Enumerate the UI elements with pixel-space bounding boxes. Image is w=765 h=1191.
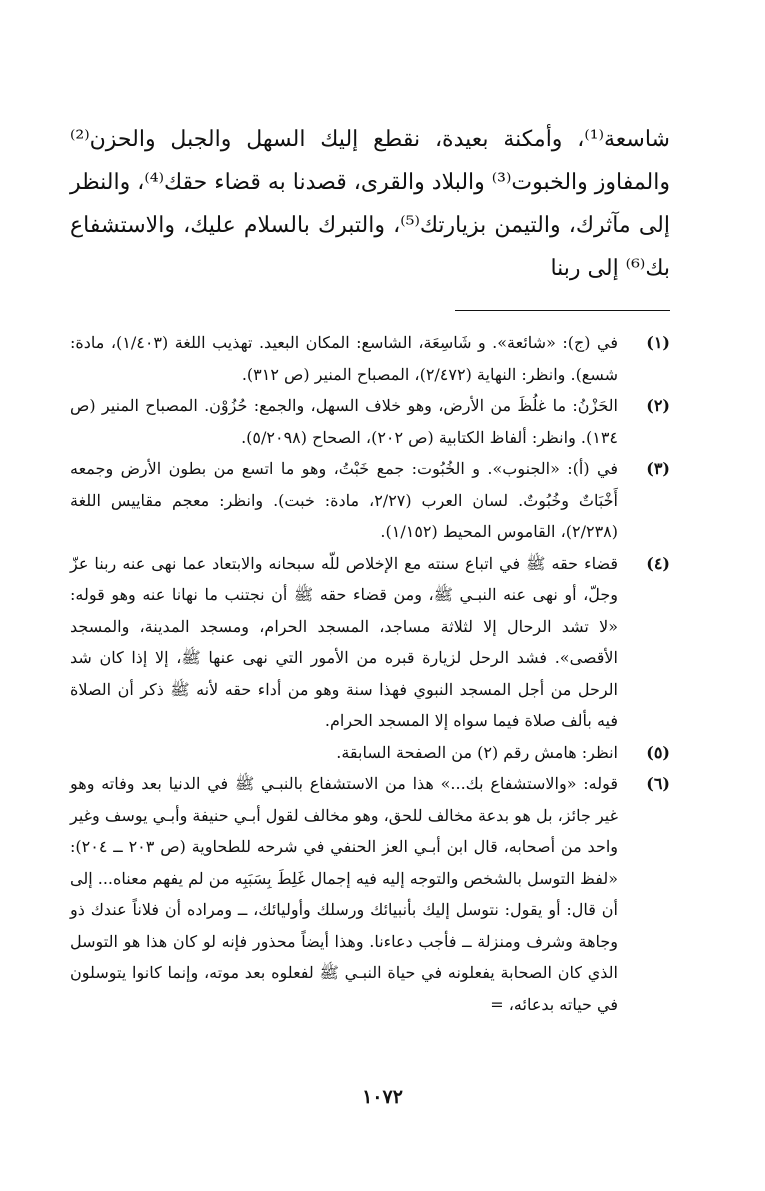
main-paragraph: شاسعة⁽¹⁾، وأمكنة بعيدة، نقطع إليك السهل والجبل والحزن⁽²⁾ والمفاوز والخبوت⁽³⁾ والبلاد والقرى، قصدنا به قضاء حقك⁽⁴⁾، والنظر إلى مآثرك، والتيمن بزيارتك⁽⁵⁾، والتبرك بالسلام عليك، والاستشفاع بك⁽⁶⁾ إلى ربنا bbox=[69, 127, 670, 281]
footnote-number: (٦) bbox=[646, 774, 670, 793]
footnote-number: (٢) bbox=[646, 396, 670, 415]
footnotes-list bbox=[70, 327, 670, 1020]
footnote-text: قوله: «والاستشفاع بك...» هذا من الاستشفاع بالنبـي ﷺ في الدنيا بعد وفاته وهو غير جائز، بل هو بدعة مخالف للحق، وهو مخالف لقول أبـي حنيفة وأبـي يوسف وغير واحد من أصحابه، قال ابن أبـي العز الحنفي في شرحه للطحاوية (ص ٢٠٣ ــ ٢٠٤): «لفظ التوسل بالشخص والتوجه إليه فيه إجمال غَلِطَ بِسَبَبِه من لم يفهم معناه... إلى أن قال: أو يقول: نتوسل إليك بأنبيائك ورسلك وأوليائك، ــ ومراده أن فلاناً عندك ذو وجاهة وشرف ومنزلة ــ فأجب دعاءنا. وهذا أيضاً محذور فإنه لو كان هذا هو التوسل الذي كان الصحابة يفعلونه في حياة النبـي ﷺ لفعلوه بعد موته، وإنما كانوا يتوسلون في حياته بدعائه، = bbox=[70, 774, 619, 1014]
footnote-2 bbox=[70, 390, 670, 453]
footnote-text: قضاء حقه ﷺ في اتباع سنته مع الإخلاص للّه سبحانه والابتعاد عما نهى عنه ربنا عزّ وجلّ، أو نهى عنه النبـي ﷺ، ومن قضاء حقه ﷺ أن نجتنب ما نهانا عنه وهو قوله: «لا تشد الرحال إلا لثلاثة مساجد، المسجد الحرام، ومسجد المدينة، والمسجد الأقصى». فشد الرحل لزيارة قبره من الأمور التي نهى عنها ﷺ، إلا إذا كان شد الرحل من أجل المسجد النبوي فهذا سنة وهو من أداء حقه لأنه ﷺ ذكر أن الصلاة فيه بألف صلاة فيما سواه إلا المسجد الحرام. bbox=[70, 553, 618, 730]
footnote-separator bbox=[455, 310, 670, 311]
page-number: ١٠٧٢ bbox=[362, 1086, 403, 1108]
main-text-block bbox=[70, 118, 670, 290]
footnote-text: في (ج): «شائعة». و شَاسِعَة، الشاسع: المكان البعيد. تهذيب اللغة (١/٤٠٣)، مادة: شسع). وانظر: النهاية (٢/٤٧٢)، المصباح المنير (ص ٣١٢). bbox=[70, 333, 619, 384]
footnote-number: (٣) bbox=[646, 459, 670, 478]
footnote-text: انظر: هامش رقم (٢) من الصفحة السابقة. bbox=[336, 742, 618, 762]
footnote-number: (٥) bbox=[646, 742, 670, 762]
footnote-text: الحَزْنُ: ما غلُظَ من الأرض، وهو خلاف السهل، والجمع: حُزُوْن. المصباح المنير (ص ١٣٤). وانظر: ألفاظ الكتابية (ص ٢٠٢)، الصحاح (٥/٢٠٩٨). bbox=[70, 396, 618, 447]
footnote-number: (١) bbox=[646, 333, 670, 352]
footnote-5 bbox=[70, 737, 670, 769]
footnote-3 bbox=[70, 453, 670, 548]
footnote-text: في (أ): «الجنوب». و الخُبُوت: جمع خَبْتُ، وهو ما اتسع من بطون الأرض وجمعه أَخْبَاتٌ وخُبُوتٌ. لسان العرب (٢/٢٧، مادة: خبت). وانظر: معجم مقاييس اللغة (٢/٢٣٨)، القاموس المحيط (١/١٥٢). bbox=[70, 459, 618, 541]
page-content bbox=[70, 118, 670, 1020]
footnote-6 bbox=[70, 768, 670, 1020]
footnote-1 bbox=[70, 327, 670, 390]
footnote-4 bbox=[70, 548, 670, 737]
footnote-number: (٤) bbox=[646, 553, 670, 573]
